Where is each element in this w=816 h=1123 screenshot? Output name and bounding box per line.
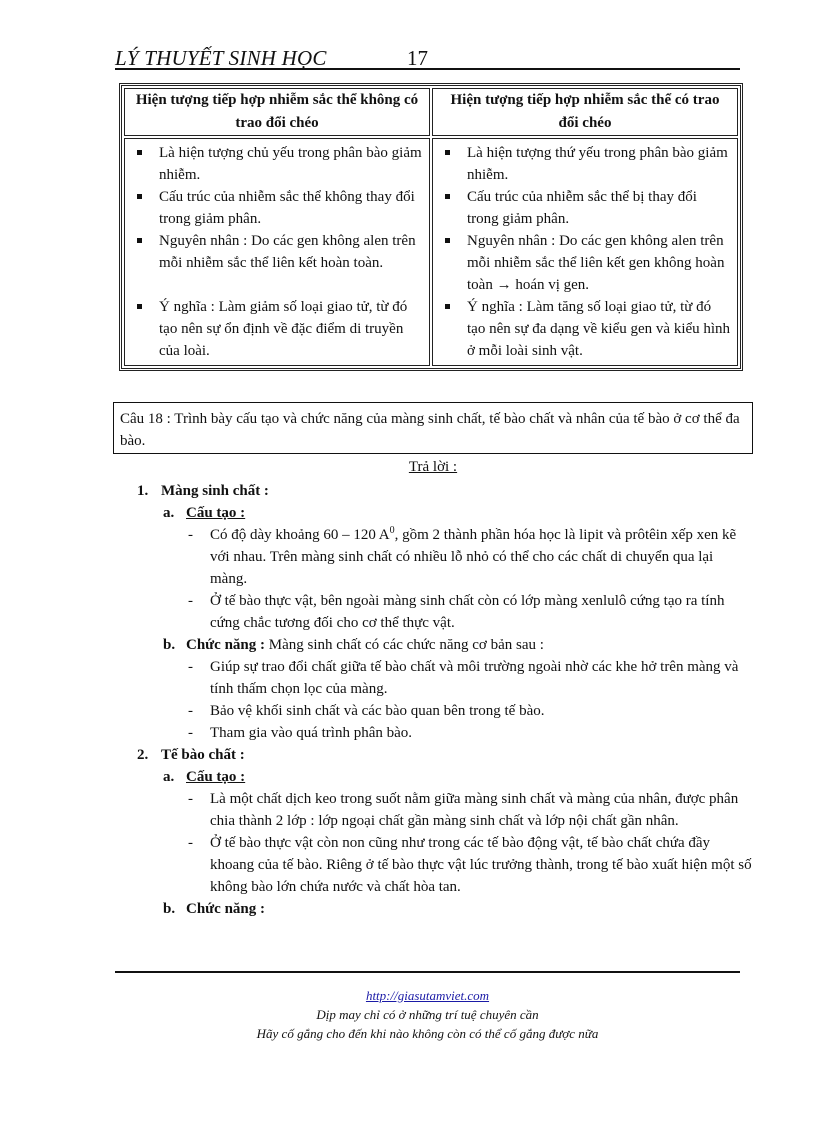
subsection-letter: b. [163,901,176,917]
subsection-text: Màng sinh chất có các chức năng cơ bản sau : [265,637,544,653]
page-number: 17 [407,46,428,70]
website-link[interactable]: http://giasutamviet.com [365,988,490,1003]
subsection-heading [113,898,753,920]
list-item: Ý nghĩa : Làm giảm số loại giao tử, từ đó tạo nên sự ổn định về đặc điểm di truyền của loài. [133,296,423,362]
section-title: Tế bào chất : [161,747,245,763]
dash-item: - Là một chất dịch keo trong suốt nằm giữa màng sinh chất và màng của nhân, được phân chia thành 2 lớp : lớp ngoại chất gần màng sinh chất và lớp nội chất gần nhân. [113,788,753,832]
subsection-letter: a. [163,769,175,785]
list-item: Cấu trúc của nhiễm sắc thể không thay đổi trong giảm phân. [133,186,423,230]
table-header-left: Hiện tượng tiếp hợp nhiễm sắc thể không có trao đổi chéo [124,88,430,136]
page-footer [115,986,740,1043]
page-header [115,44,740,70]
list-item: Ý nghĩa : Làm tăng số loại giao tử, từ đó tạo nên sự đa dạng về kiểu gen và kiểu hình ở mỗi loài sinh vật. [441,296,731,362]
subsection-label: Cấu tạo : [186,505,246,521]
section-heading [113,744,753,766]
section-title: Màng sinh chất : [161,483,269,499]
dash-item: - Có độ dày khoảng 60 – 120 $A^0$, gồm 2 thành phần hóa học là lipit và prôtêin xếp xen kẽ với nhau. Trên màng sinh chất có nhiều lỗ nhỏ có thể cho các chất di chuyển qua lại màng. [113,524,753,590]
dash-item: - Tham gia vào quá trình phân bào. [113,722,753,744]
list-item: Là hiện tượng chủ yếu trong phân bào giảm nhiễm. [133,142,423,186]
subsection-label: Chức năng : [186,637,266,653]
section-number: 1. [137,483,149,499]
list-item: Là hiện tượng thứ yếu trong phân bào giảm nhiễm. [441,142,731,186]
footer-motto-1: Dịp may chỉ có ở những trí tuệ chuyên cần [316,1007,539,1022]
table-cell-right [432,138,738,366]
answer-section [113,456,753,920]
question-box [113,402,753,454]
answer-title: Trả lời : [408,459,458,475]
footer-divider [115,971,740,973]
table-header-right: Hiện tượng tiếp hợp nhiễm sắc thể có trao đổi chéo [432,88,738,136]
subsection-letter: a. [163,505,175,521]
dash-item: - Ở tế bào thực vật, bên ngoài màng sinh chất còn có lớp màng xenlulô cứng tạo ra tính cứng chắc tương đối cho cơ thể thực vật. [113,590,753,634]
subsection-heading [113,502,753,524]
list-item: Nguyên nhân : Do các gen không alen trên mỗi nhiễm sắc thể liên kết hoàn toàn. [133,230,423,274]
table-cell-left [124,138,430,366]
subsection-label: Chức năng : [186,901,266,917]
subsection-heading [113,766,753,788]
question-text: Câu 18 : Trình bày cấu tạo và chức năng của màng sinh chất, tế bào chất và nhân của tế bào ở cơ thể đa bào. [120,411,740,449]
header-title: LÝ THUYẾT SINH HỌC [115,46,327,70]
footer-motto-2: Hãy cố gắng cho đến khi nào không còn có thể cố gắng được nữa [256,1026,599,1041]
subsection-label: Cấu tạo : [186,769,246,785]
list-item: Nguyên nhân : Do các gen không alen trên mỗi nhiễm sắc thể liên kết gen không hoàn toàn → hoán vị gen. [441,230,731,296]
dash-item: - Giúp sự trao đổi chất giữa tế bào chất và môi trường ngoài nhờ các khe hở trên màng và tính thấm chọn lọc của màng. [113,656,753,700]
comparison-table [119,83,743,371]
dash-item: - Ở tế bào thực vật còn non cũng như trong các tế bào động vật, tế bào chất chứa đầy khoang của tế bào. Riêng ở tế bào thực vật lúc trưởng thành, trong tế bào xuất hiện một số không bào lớn chứa nước và chất hòa tan. [113,832,753,898]
dash-item: - Bảo vệ khối sinh chất và các bào quan bên trong tế bào. [113,700,753,722]
section-heading [113,480,753,502]
subsection-heading [113,634,753,656]
list-item: Cấu trúc của nhiễm sắc thể bị thay đổi trong giảm phân. [441,186,731,230]
subsection-letter: b. [163,637,176,653]
section-number: 2. [137,747,149,763]
